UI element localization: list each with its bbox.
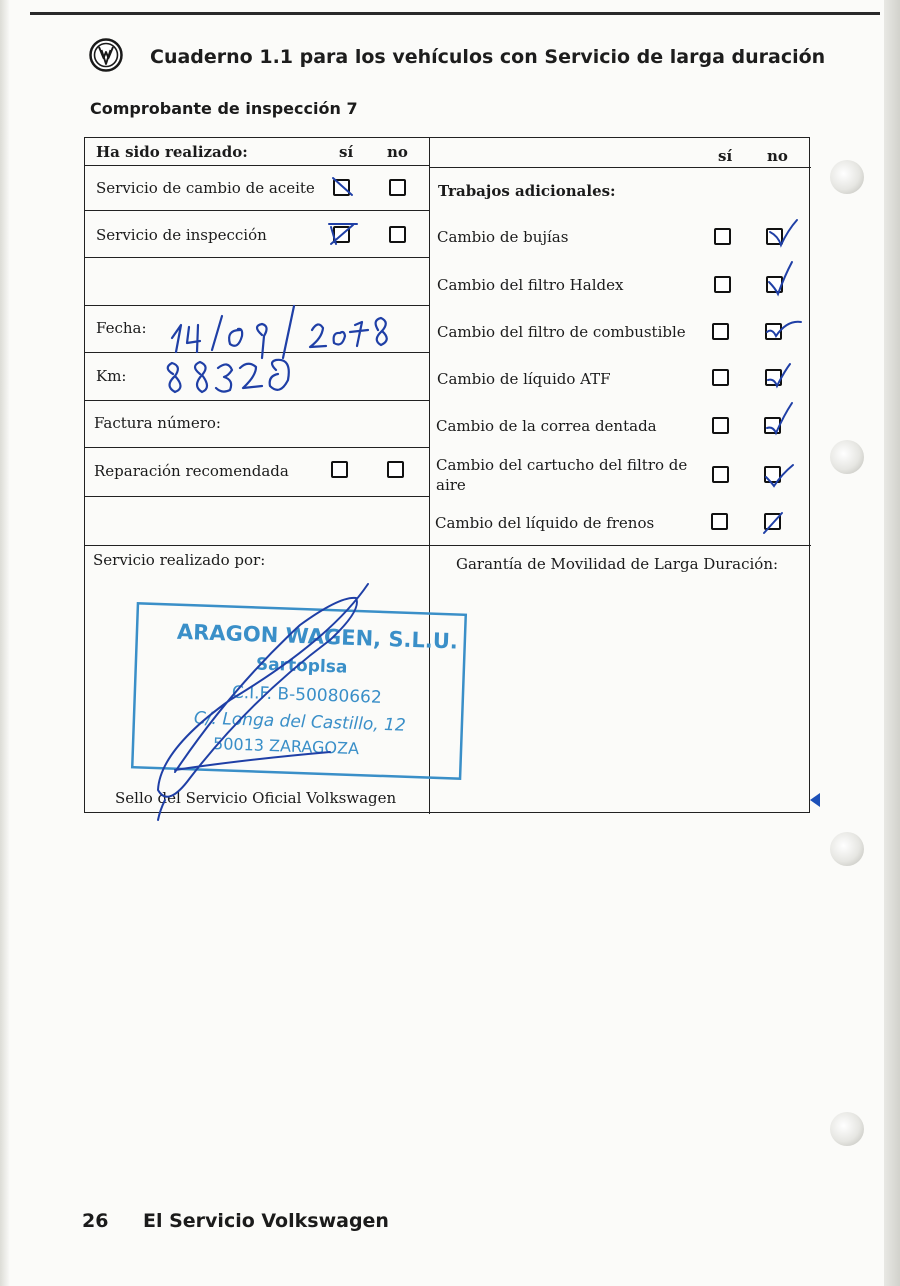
row-divider bbox=[429, 167, 811, 168]
brake-fluid-si-checkbox[interactable] bbox=[711, 513, 728, 530]
row-divider bbox=[85, 305, 429, 306]
done-heading: Ha sido realizado: bbox=[96, 143, 248, 161]
inspection-service-no-checkbox[interactable] bbox=[389, 226, 406, 243]
row-divider bbox=[85, 496, 429, 497]
stamp-line-4: C/. Longa del Castillo, 12 bbox=[193, 708, 407, 736]
col-si-label: sí bbox=[339, 143, 354, 161]
oil-service-label: Servicio de cambio de aceite bbox=[96, 179, 315, 197]
right-col-no-label: no bbox=[767, 147, 788, 165]
haldex-filter-si-checkbox[interactable] bbox=[714, 276, 731, 293]
fuel-filter-no-checkbox[interactable] bbox=[765, 323, 782, 340]
stamp-line-5: 50013 ZARAGOZA bbox=[212, 734, 360, 759]
haldex-filter-no-checkbox[interactable] bbox=[766, 276, 783, 293]
fuel-filter-label: Cambio del filtro de combustible bbox=[437, 323, 686, 341]
timing-belt-no-checkbox[interactable] bbox=[764, 417, 781, 434]
spark-plugs-no-checkbox[interactable] bbox=[766, 228, 783, 245]
binder-hole bbox=[830, 832, 864, 866]
inspection-service-label: Servicio de inspección bbox=[96, 226, 267, 244]
brake-fluid-no-checkbox[interactable] bbox=[764, 513, 781, 530]
row-divider bbox=[85, 447, 429, 448]
mobility-guarantee-label: Garantía de Movilidad de Larga Duración: bbox=[456, 555, 779, 573]
page-number: 26 bbox=[82, 1210, 109, 1232]
row-divider bbox=[85, 400, 429, 401]
service-by-label: Servicio realizado por: bbox=[93, 551, 266, 569]
fecha-label: Fecha: bbox=[96, 319, 147, 337]
row-divider bbox=[85, 210, 429, 211]
fuel-filter-si-checkbox[interactable] bbox=[712, 323, 729, 340]
atf-fluid-si-checkbox[interactable] bbox=[712, 369, 729, 386]
page-title: Cuaderno 1.1 para los vehículos con Servicio de larga duración bbox=[150, 46, 826, 68]
air-filter-label: Cambio del cartucho del filtro de bbox=[436, 456, 688, 474]
page-left-shadow bbox=[0, 0, 10, 1286]
stamp-line-3: C.I.F. B-50080662 bbox=[231, 682, 383, 708]
stamp-line-2: Sartoplsa bbox=[255, 654, 348, 678]
factura-label: Factura número: bbox=[94, 414, 221, 432]
binder-hole bbox=[830, 1112, 864, 1146]
dealer-seal-label: Sello del Servicio Oficial Volkswagen bbox=[115, 789, 397, 807]
spark-plugs-si-checkbox[interactable] bbox=[714, 228, 731, 245]
air-filter-si-checkbox[interactable] bbox=[712, 466, 729, 483]
inspection-subtitle: Comprobante de inspección 7 bbox=[90, 99, 358, 118]
timing-belt-si-checkbox[interactable] bbox=[712, 417, 729, 434]
timing-belt-label: Cambio de la correa dentada bbox=[436, 417, 657, 435]
col-no-label: no bbox=[387, 143, 408, 161]
row-divider bbox=[85, 257, 429, 258]
oil-service-si-checkbox[interactable] bbox=[333, 179, 350, 196]
row-divider bbox=[85, 352, 429, 353]
footer-section-title: El Servicio Volkswagen bbox=[143, 1210, 389, 1232]
page-binding-edge bbox=[884, 0, 900, 1286]
inspection-form bbox=[84, 137, 810, 813]
vw-logo-icon bbox=[89, 38, 123, 72]
column-divider bbox=[429, 138, 430, 814]
reparacion-label: Reparación recomendada bbox=[94, 462, 289, 480]
inspection-service-si-checkbox[interactable] bbox=[333, 226, 350, 243]
row-divider bbox=[85, 165, 429, 166]
top-rule bbox=[30, 12, 880, 15]
air-filter-no-checkbox[interactable] bbox=[764, 466, 781, 483]
right-col-si-label: sí bbox=[718, 147, 733, 165]
km-label: Km: bbox=[96, 367, 127, 385]
air-filter-label-line2: aire bbox=[436, 476, 466, 494]
reparacion-si-checkbox[interactable] bbox=[331, 461, 348, 478]
binder-hole bbox=[830, 440, 864, 474]
haldex-filter-label: Cambio del filtro Haldex bbox=[437, 276, 624, 294]
spark-plugs-label: Cambio de bujías bbox=[437, 228, 569, 246]
atf-fluid-label: Cambio de líquido ATF bbox=[437, 370, 611, 388]
next-arrow-icon bbox=[810, 793, 820, 807]
binder-hole bbox=[830, 160, 864, 194]
stamp-line-1: ARAGON WAGEN, S.L.U. bbox=[176, 619, 459, 654]
reparacion-no-checkbox[interactable] bbox=[387, 461, 404, 478]
oil-service-no-checkbox[interactable] bbox=[389, 179, 406, 196]
brake-fluid-label: Cambio del líquido de frenos bbox=[435, 514, 655, 532]
row-divider bbox=[85, 545, 811, 546]
additional-work-heading: Trabajos adicionales: bbox=[438, 182, 616, 200]
atf-fluid-no-checkbox[interactable] bbox=[765, 369, 782, 386]
